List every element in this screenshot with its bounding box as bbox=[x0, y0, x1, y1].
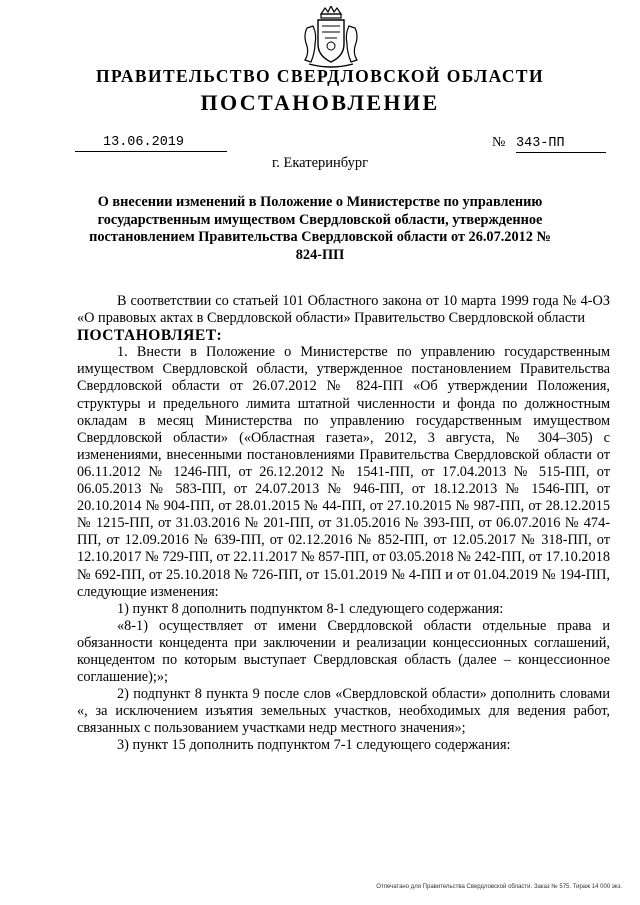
document-subject: О внесении изменений в Положение о Министерстве по управлению государственным имуществом Свердловской области, утвержденное постановлением Правительства Свердловской области от 26.07.2012 № 824-ПП bbox=[89, 194, 551, 263]
government-title: ПРАВИТЕЛЬСТВО СВЕРДЛОВСКОЙ ОБЛАСТИ bbox=[96, 66, 544, 86]
city: г. Екатеринбург bbox=[271, 155, 369, 171]
coat-of-arms-icon bbox=[301, 6, 361, 70]
document-number bbox=[492, 135, 608, 153]
document-date: 13.06.2019 bbox=[75, 135, 227, 152]
subitem-3: 3) пункт 15 дополнить подпунктом 7-1 следующего содержания: bbox=[117, 737, 511, 754]
number-sign: № bbox=[492, 135, 506, 150]
subitem-2: 2) подпункт 8 пункта 9 после слов «Свердловской области» дополнить словами «, за исключением изъятия земельных участков, необходимых для ведения работ, связанных с пользованием участками недр местного значения»; bbox=[77, 686, 610, 737]
preamble: В соответствии со статьей 101 Областного закона от 10 марта 1999 года № 4-ОЗ «О правовых актах в Свердловской области» Правительство Свердловской области bbox=[77, 293, 610, 327]
number-value: 343-ПП bbox=[516, 136, 606, 153]
item-1: 1. Внести в Положение о Министерстве по управлению государственным имуществом Свердловской области, утвержденное постановлением Правительства Свердловской области от 26.07.2012 № 824-ПП «Об утверждении Положения, структуры и предельного лимита штатной численности и фонда по должностным окладам в месяц Министерства по управлению государственным имуществом Свердловской области» («Областная газета», 2012, 3 августа, № 304–305) с изменениями, внесенными постановлениями Правительства Свердловской области от 06.11.2012 № 1246-ПП, от 26.12.2012 № 1541-ПП, от 17.04.2013 № 515-ПП, от 06.05.2013 № 583-ПП, от 24.07.2013 № 946-ПП, от 18.12.2013 № 1546-ПП, от 20.10.2014 № 904-ПП, от 28.01.2015 № 44-ПП, от 27.10.2015 № 987-ПП, от 28.12.2015 № 1215-ПП, от 31.03.2016 № 201-ПП, от 31.05.2016 № 393-ПП, от 06.07.2016 № 474-ПП, от 12.09.2016 № 639-ПП, от 02.12.2016 № 852-ПП, от 12.05.2017 № 318-ПП, от 12.10.2017 № 729-ПП, от 22.11.2017 № 857-ПП, от 03.05.2018 № 242-ПП, от 17.10.2018 № 692-ПП, от 25.10.2018 № 726-ПП, от 15.01.2019 № 4-ПП и от 01.04.2019 № 194-ПП, следующие изменения: bbox=[77, 344, 610, 600]
document-type: ПОСТАНОВЛЕНИЕ bbox=[200, 90, 440, 115]
print-footer: Отпечатано для Правительства Свердловской области. Заказ № 575. Тираж 14 000 экз. bbox=[376, 884, 622, 890]
subitem-1-text: «8-1) осуществляет от имени Свердловской области отдельные права и обязанности концедента при заключении и реализации концессионных соглашений, концедентом по которым выступает Свердловская область (далее – концессионное соглашение);»; bbox=[77, 617, 610, 686]
subitem-1: 1) пункт 8 дополнить подпунктом 8-1 следующего содержания: bbox=[117, 600, 504, 617]
resolves-heading: ПОСТАНОВЛЯЕТ: bbox=[77, 327, 223, 345]
document-body bbox=[77, 293, 610, 755]
